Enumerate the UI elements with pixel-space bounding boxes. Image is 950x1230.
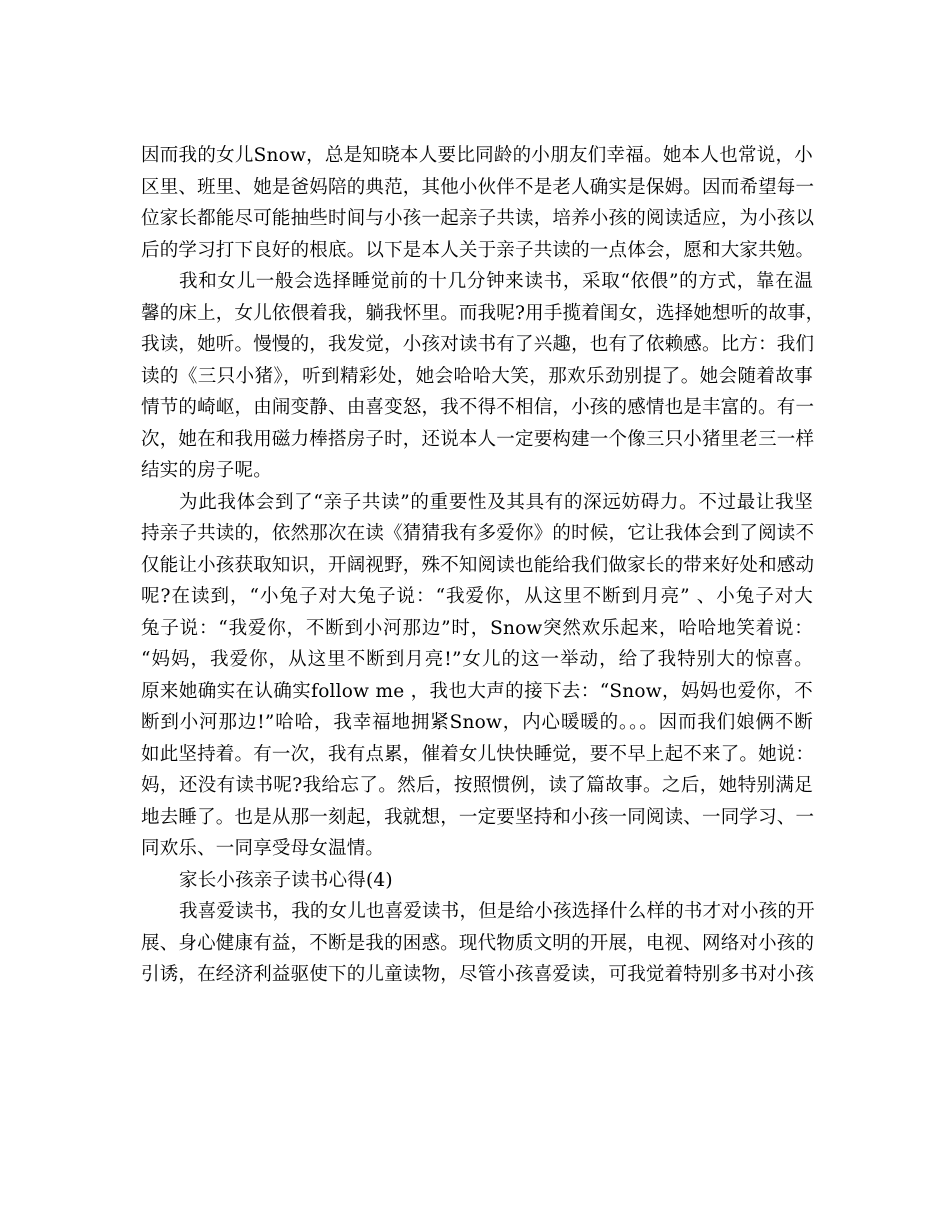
text-line: 我读，她听。慢慢的，我发觉，小孩对读书有了兴趣，也有了依赖感。比方：我们 [141, 334, 815, 355]
text-line: 馨的床上，女儿依偎着我，躺我怀里。而我呢?用手揽着闺女，选择她想听的故事， [141, 302, 825, 324]
text-line: 为此我体会到了“亲子共读”的重要性及其具有的深远妨碍力。不过最让我坚 [179, 491, 813, 513]
text-line: 如此坚持着。有一次，我有点累，催着女儿快快睡觉，要不早上起不来了。她说： [141, 743, 815, 765]
text-line: 仅能让小孩获取知识，开阔视野，殊不知阅读也能给我们做家长的带来好处和感动 [141, 554, 815, 576]
text-line: 我和女儿一般会选择睡觉前的十几分钟来读书，采取“依偎”的方式，靠在温 [179, 271, 813, 292]
text-line: 原来她确实在认确实follow me ，我也大声的接下去：“Snow，妈妈也爱你，不 [141, 680, 813, 702]
text-line: 情节的崎岖，由闹变静、由喜变怒，我不得不相信，小孩的感情也是丰富的。有一 [141, 397, 815, 418]
text-line: 读的《三只小猪》，听到精彩处，她会哈哈大笑，那欢乐劲别提了。她会随着故事 [141, 365, 813, 387]
section-heading: 家长小孩亲子读书心得(4) [179, 869, 393, 891]
body-text [141, 140, 825, 991]
text-line: 后的学习打下良好的根底。以下是本人关于亲子共读的一点体会，愿和大家共勉。 [141, 239, 815, 261]
text-line: 断到小河那边!”哈哈，我幸福地拥紧Snow，内心暖暖的。。。因而我们娘俩不断 [141, 712, 813, 733]
text-line: 引诱，在经济利益驱使下的儿童读物，尽管小孩喜爱读，可我觉着特别多书对小孩 [141, 964, 815, 985]
text-line: 次，她在和我用磁力棒搭房子时，还说本人一定要构建一个像三只小猪里老三一样 [141, 428, 815, 450]
text-line: 兔子说：“我爱你，不断到小河那边”时，Snow突然欢乐起来，哈哈地笑着说： [141, 617, 813, 639]
text-line: 妈，还没有读书呢?我给忘了。然后，按照惯例，读了篇故事。之后，她特别满足 [141, 775, 813, 796]
text-line: 持亲子共读的，依然那次在读《猜猜我有多爱你》的时候，它让我体会到了阅读不 [141, 523, 815, 544]
text-line: 我喜爱读书，我的女儿也喜爱读书，但是给小孩选择什么样的书才对小孩的开 [179, 901, 815, 922]
text-line: 同欢乐、一同享受母女温情。 [141, 838, 385, 859]
text-line: “妈妈，我爱你，从这里不断到月亮!”女儿的这一举动，给了我特别大的惊喜。 [141, 649, 813, 670]
text-line: 结实的房子呢。 [141, 460, 272, 481]
text-line: 位家长都能尽可能抽些时间与小孩一起亲子共读，培养小孩的阅读适应，为小孩以 [141, 208, 815, 229]
text-line: 区里、班里、她是爸妈陪的典范，其他小伙伴不是老人确实是保姆。因而希望每一 [141, 176, 815, 198]
text-line: 呢?在读到，“小兔子对大兔子说：“我爱你，从这里不断到月亮” 、小兔子对大 [141, 586, 813, 607]
text-line: 因而我的女儿Snow，总是知晓本人要比同龄的小朋友们幸福。她本人也常说，小 [141, 145, 813, 166]
text-line: 地去睡了。也是从那一刻起，我就想，一定要坚持和小孩一同阅读、一同学习、一 [141, 806, 815, 828]
text-line: 展、身心健康有益，不断是我的困惑。现代物质文明的开展，电视、网络对小孩的 [141, 932, 815, 954]
